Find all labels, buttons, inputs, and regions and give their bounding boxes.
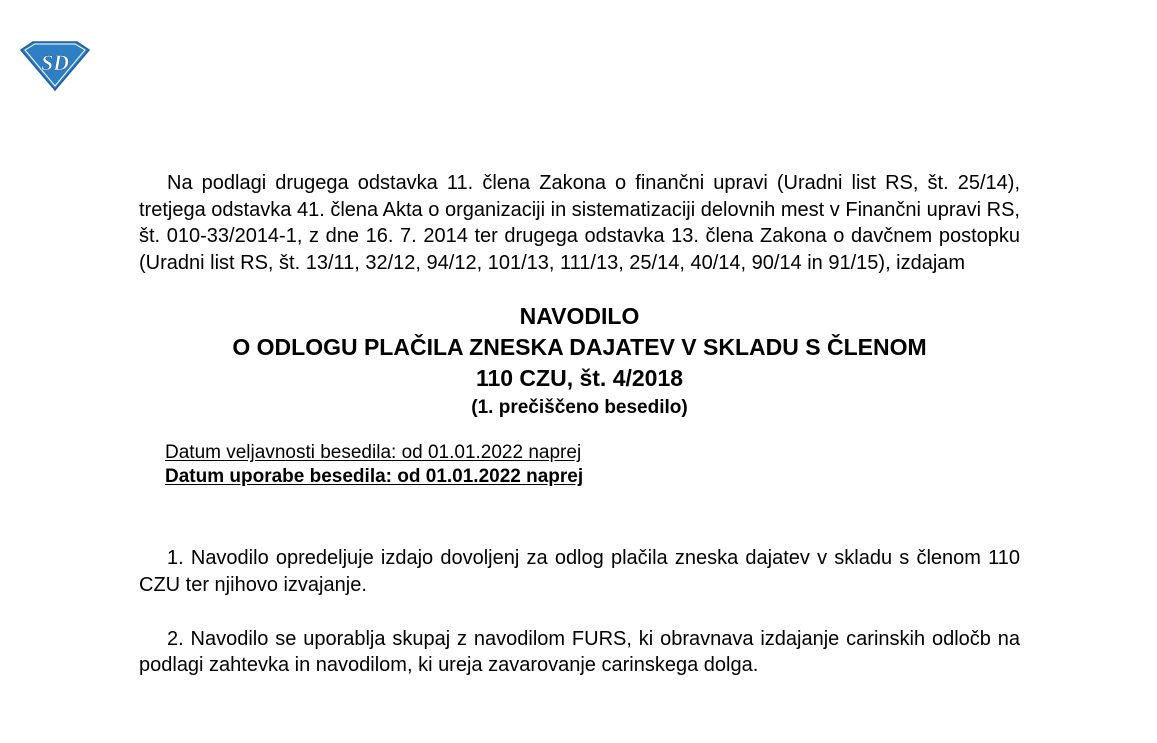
document-body [139,170,1020,679]
title-subtitle: (1. prečiščeno besedilo) [471,397,688,419]
title-line-3: 110 CZU, št. 4/2018 [475,365,684,392]
list-item-1: 1. Navodilo opredeljuje izdajo dovoljenj za odlog plačila zneska dajatev v skladu s členom 110 CZU ter njihovo izvajanje. [139,547,1020,596]
sd-shield-logo-icon [19,40,91,92]
sd-logo [19,40,91,92]
title-line-1: NAVODILO [519,303,640,330]
title-line-2: O ODLOGU PLAČILA ZNESKA DAJATEV V SKLADU S ČLENOM [232,334,927,361]
validity-date: Datum veljavnosti besedila: od 01.01.2022 naprej [165,442,582,464]
document-title [139,301,1020,421]
intro-paragraph: Na podlagi drugega odstavka 11. člena Zakona o finančni upravi (Uradni list RS, št. 25/14), tretjega odstavka 41. člena Akta o organizaciji in sistematizaciji delovnih mest v Finančni upravi RS, št. 010-33/2014-1, z dne 16. 7. 2014 ter drugega odstavka 13. člena Zakona o davčnem postopku (Uradni list RS, št. 13/11, 32/12, 94/12, 101/13, 111/13, 25/14, 40/14, 90/14 in 91/15), izdajam [139,172,1020,274]
logo-text: SD [40,50,70,75]
list-item-2: 2. Navodilo se uporablja skupaj z navodilom FURS, ki obravnava izdajanje carinskih odločb na podlagi zahtevka in navodilom, ki ureja zavarovanje carinskega dolga. [139,627,1020,677]
application-date: Datum uporabe besedila: od 01.01.2022 naprej [165,466,584,488]
validity-dates [165,441,1020,489]
